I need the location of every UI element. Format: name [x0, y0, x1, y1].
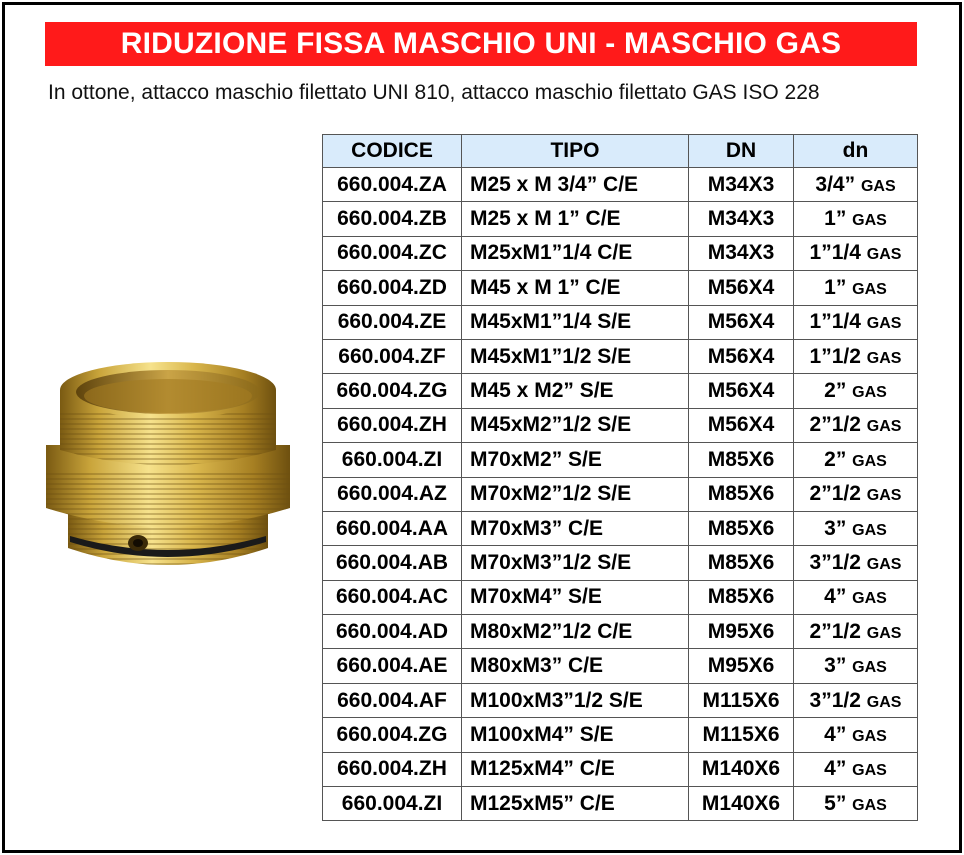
- cell-tipo: M125xM5” C/E: [462, 787, 689, 821]
- dn-size: 1”: [824, 207, 847, 231]
- table-row: [323, 168, 918, 202]
- dn-unit: GAS: [866, 315, 902, 333]
- header-dn-lower: dn: [794, 135, 918, 168]
- cell-dn-upper: M34X3: [689, 168, 794, 202]
- cell-dn-lower: [794, 615, 918, 649]
- dn-size: 1”1/4: [809, 241, 861, 265]
- cell-dn-upper: M85X6: [689, 580, 794, 614]
- table-row: [323, 236, 918, 270]
- dn-unit: GAS: [852, 521, 887, 539]
- table-row: [323, 752, 918, 786]
- cell-tipo: M100xM4” S/E: [462, 718, 689, 752]
- cell-tipo: M70xM3” C/E: [462, 511, 689, 545]
- cell-tipo: M45xM2”1/2 S/E: [462, 408, 689, 442]
- header-dn-upper: DN: [689, 135, 794, 168]
- cell-dn-upper: M85X6: [689, 511, 794, 545]
- cell-dn-upper: M56X4: [689, 339, 794, 373]
- dn-size: 2”: [824, 447, 847, 471]
- dn-unit: GAS: [860, 177, 896, 195]
- cell-codice: 660.004.ZB: [323, 202, 462, 236]
- dn-unit: GAS: [852, 212, 887, 230]
- cell-codice: 660.004.ZH: [323, 752, 462, 786]
- dn-unit: GAS: [866, 418, 902, 436]
- dn-size: 2”1/2: [809, 413, 861, 437]
- dn-unit: GAS: [852, 796, 887, 814]
- cell-codice: 660.004.ZA: [323, 168, 462, 202]
- cell-dn-lower: [794, 683, 918, 717]
- cell-codice: 660.004.AC: [323, 580, 462, 614]
- cell-dn-lower: [794, 649, 918, 683]
- cell-tipo: M80xM2”1/2 C/E: [462, 615, 689, 649]
- dn-unit: GAS: [852, 727, 887, 745]
- table-row: [323, 546, 918, 580]
- cell-dn-lower: [794, 477, 918, 511]
- cell-dn-lower: [794, 752, 918, 786]
- dn-unit: GAS: [866, 246, 902, 264]
- table-row: [323, 305, 918, 339]
- cell-dn-upper: M140X6: [689, 787, 794, 821]
- cell-tipo: M70xM2” S/E: [462, 443, 689, 477]
- cell-dn-upper: M95X6: [689, 649, 794, 683]
- dn-unit: GAS: [852, 452, 887, 470]
- cell-codice: 660.004.ZC: [323, 236, 462, 270]
- dn-size: 3/4”: [815, 172, 856, 196]
- cell-dn-lower: [794, 408, 918, 442]
- product-description: In ottone, attacco maschio filettato UNI 810, attacco maschio filettato GAS ISO 228: [48, 81, 820, 104]
- cell-codice: 660.004.ZI: [323, 787, 462, 821]
- dn-size: 3”1/2: [809, 688, 861, 712]
- dn-size: 1”1/2: [809, 344, 861, 368]
- cell-dn-lower: [794, 374, 918, 408]
- cell-tipo: M25 x M 1” C/E: [462, 202, 689, 236]
- cell-codice: 660.004.ZH: [323, 408, 462, 442]
- cell-dn-lower: [794, 236, 918, 270]
- cell-tipo: M45 x M 1” C/E: [462, 271, 689, 305]
- header-tipo: TIPO: [462, 135, 689, 168]
- dn-unit: GAS: [866, 349, 902, 367]
- cell-dn-lower: [794, 787, 918, 821]
- brass-fitting-icon: [40, 350, 295, 585]
- dn-size: 2”1/2: [809, 482, 861, 506]
- cell-codice: 660.004.AF: [323, 683, 462, 717]
- dn-size: 2”: [824, 379, 847, 403]
- cell-dn-lower: [794, 168, 918, 202]
- cell-dn-upper: M56X4: [689, 271, 794, 305]
- page-title: RIDUZIONE FISSA MASCHIO UNI - MASCHIO GAS: [45, 22, 917, 66]
- dn-size: 3”1/2: [809, 550, 861, 574]
- dn-size: 2”1/2: [809, 619, 861, 643]
- dn-size: 4”: [824, 722, 847, 746]
- cell-dn-upper: M85X6: [689, 443, 794, 477]
- dn-size: 4”: [824, 757, 847, 781]
- cell-dn-upper: M56X4: [689, 408, 794, 442]
- cell-dn-lower: [794, 443, 918, 477]
- cell-dn-lower: [794, 305, 918, 339]
- cell-tipo: M25xM1”1/4 C/E: [462, 236, 689, 270]
- cell-dn-lower: [794, 511, 918, 545]
- cell-codice: 660.004.ZI: [323, 443, 462, 477]
- dn-unit: GAS: [852, 384, 887, 402]
- cell-tipo: M70xM3”1/2 S/E: [462, 546, 689, 580]
- table-row: [323, 271, 918, 305]
- dn-unit: GAS: [852, 280, 887, 298]
- dn-size: 5”: [824, 791, 847, 815]
- cell-codice: 660.004.ZF: [323, 339, 462, 373]
- cell-tipo: M45xM1”1/4 S/E: [462, 305, 689, 339]
- cell-tipo: M70xM2”1/2 S/E: [462, 477, 689, 511]
- cell-dn-upper: M34X3: [689, 202, 794, 236]
- dn-size: 1”: [824, 275, 847, 299]
- table-row: [323, 511, 918, 545]
- cell-tipo: M125xM4” C/E: [462, 752, 689, 786]
- cell-dn-lower: [794, 580, 918, 614]
- cell-codice: 660.004.ZG: [323, 374, 462, 408]
- table-row: [323, 339, 918, 373]
- cell-dn-lower: [794, 718, 918, 752]
- header-codice: CODICE: [323, 135, 462, 168]
- table-row: [323, 580, 918, 614]
- table-row: [323, 787, 918, 821]
- table-row: [323, 408, 918, 442]
- dn-unit: GAS: [866, 624, 902, 642]
- dn-unit: GAS: [852, 762, 887, 780]
- table-header-row: [323, 135, 918, 168]
- dn-size: 3”: [824, 654, 847, 678]
- cell-dn-lower: [794, 271, 918, 305]
- cell-codice: 660.004.AE: [323, 649, 462, 683]
- dn-unit: GAS: [866, 693, 902, 711]
- cell-codice: 660.004.ZD: [323, 271, 462, 305]
- cell-dn-lower: [794, 202, 918, 236]
- cell-dn-upper: M34X3: [689, 236, 794, 270]
- table-row: [323, 202, 918, 236]
- table-row: [323, 477, 918, 511]
- dn-size: 4”: [824, 585, 847, 609]
- cell-codice: 660.004.AZ: [323, 477, 462, 511]
- cell-codice: 660.004.AA: [323, 511, 462, 545]
- cell-codice: 660.004.ZG: [323, 718, 462, 752]
- cell-dn-upper: M115X6: [689, 718, 794, 752]
- table-row: [323, 683, 918, 717]
- cell-dn-lower: [794, 339, 918, 373]
- cell-tipo: M70xM4” S/E: [462, 580, 689, 614]
- cell-tipo: M45xM1”1/2 S/E: [462, 339, 689, 373]
- table-row: [323, 649, 918, 683]
- product-table: [322, 134, 918, 821]
- cell-dn-upper: M85X6: [689, 546, 794, 580]
- cell-codice: 660.004.AD: [323, 615, 462, 649]
- table-row: [323, 443, 918, 477]
- dn-unit: GAS: [852, 590, 887, 608]
- cell-tipo: M100xM3”1/2 S/E: [462, 683, 689, 717]
- table-row: [323, 718, 918, 752]
- cell-tipo: M25 x M 3/4” C/E: [462, 168, 689, 202]
- cell-tipo: M45 x M2” S/E: [462, 374, 689, 408]
- cell-dn-upper: M56X4: [689, 305, 794, 339]
- cell-dn-upper: M95X6: [689, 615, 794, 649]
- dn-size: 1”1/4: [809, 310, 861, 334]
- cell-dn-upper: M56X4: [689, 374, 794, 408]
- dn-unit: GAS: [866, 555, 902, 573]
- cell-dn-upper: M115X6: [689, 683, 794, 717]
- cell-dn-upper: M85X6: [689, 477, 794, 511]
- dn-size: 3”: [824, 516, 847, 540]
- cell-codice: 660.004.AB: [323, 546, 462, 580]
- dn-unit: GAS: [852, 659, 887, 677]
- table-row: [323, 374, 918, 408]
- cell-codice: 660.004.ZE: [323, 305, 462, 339]
- cell-dn-lower: [794, 546, 918, 580]
- cell-tipo: M80xM3” C/E: [462, 649, 689, 683]
- cell-dn-upper: M140X6: [689, 752, 794, 786]
- dn-unit: GAS: [866, 487, 902, 505]
- table-row: [323, 615, 918, 649]
